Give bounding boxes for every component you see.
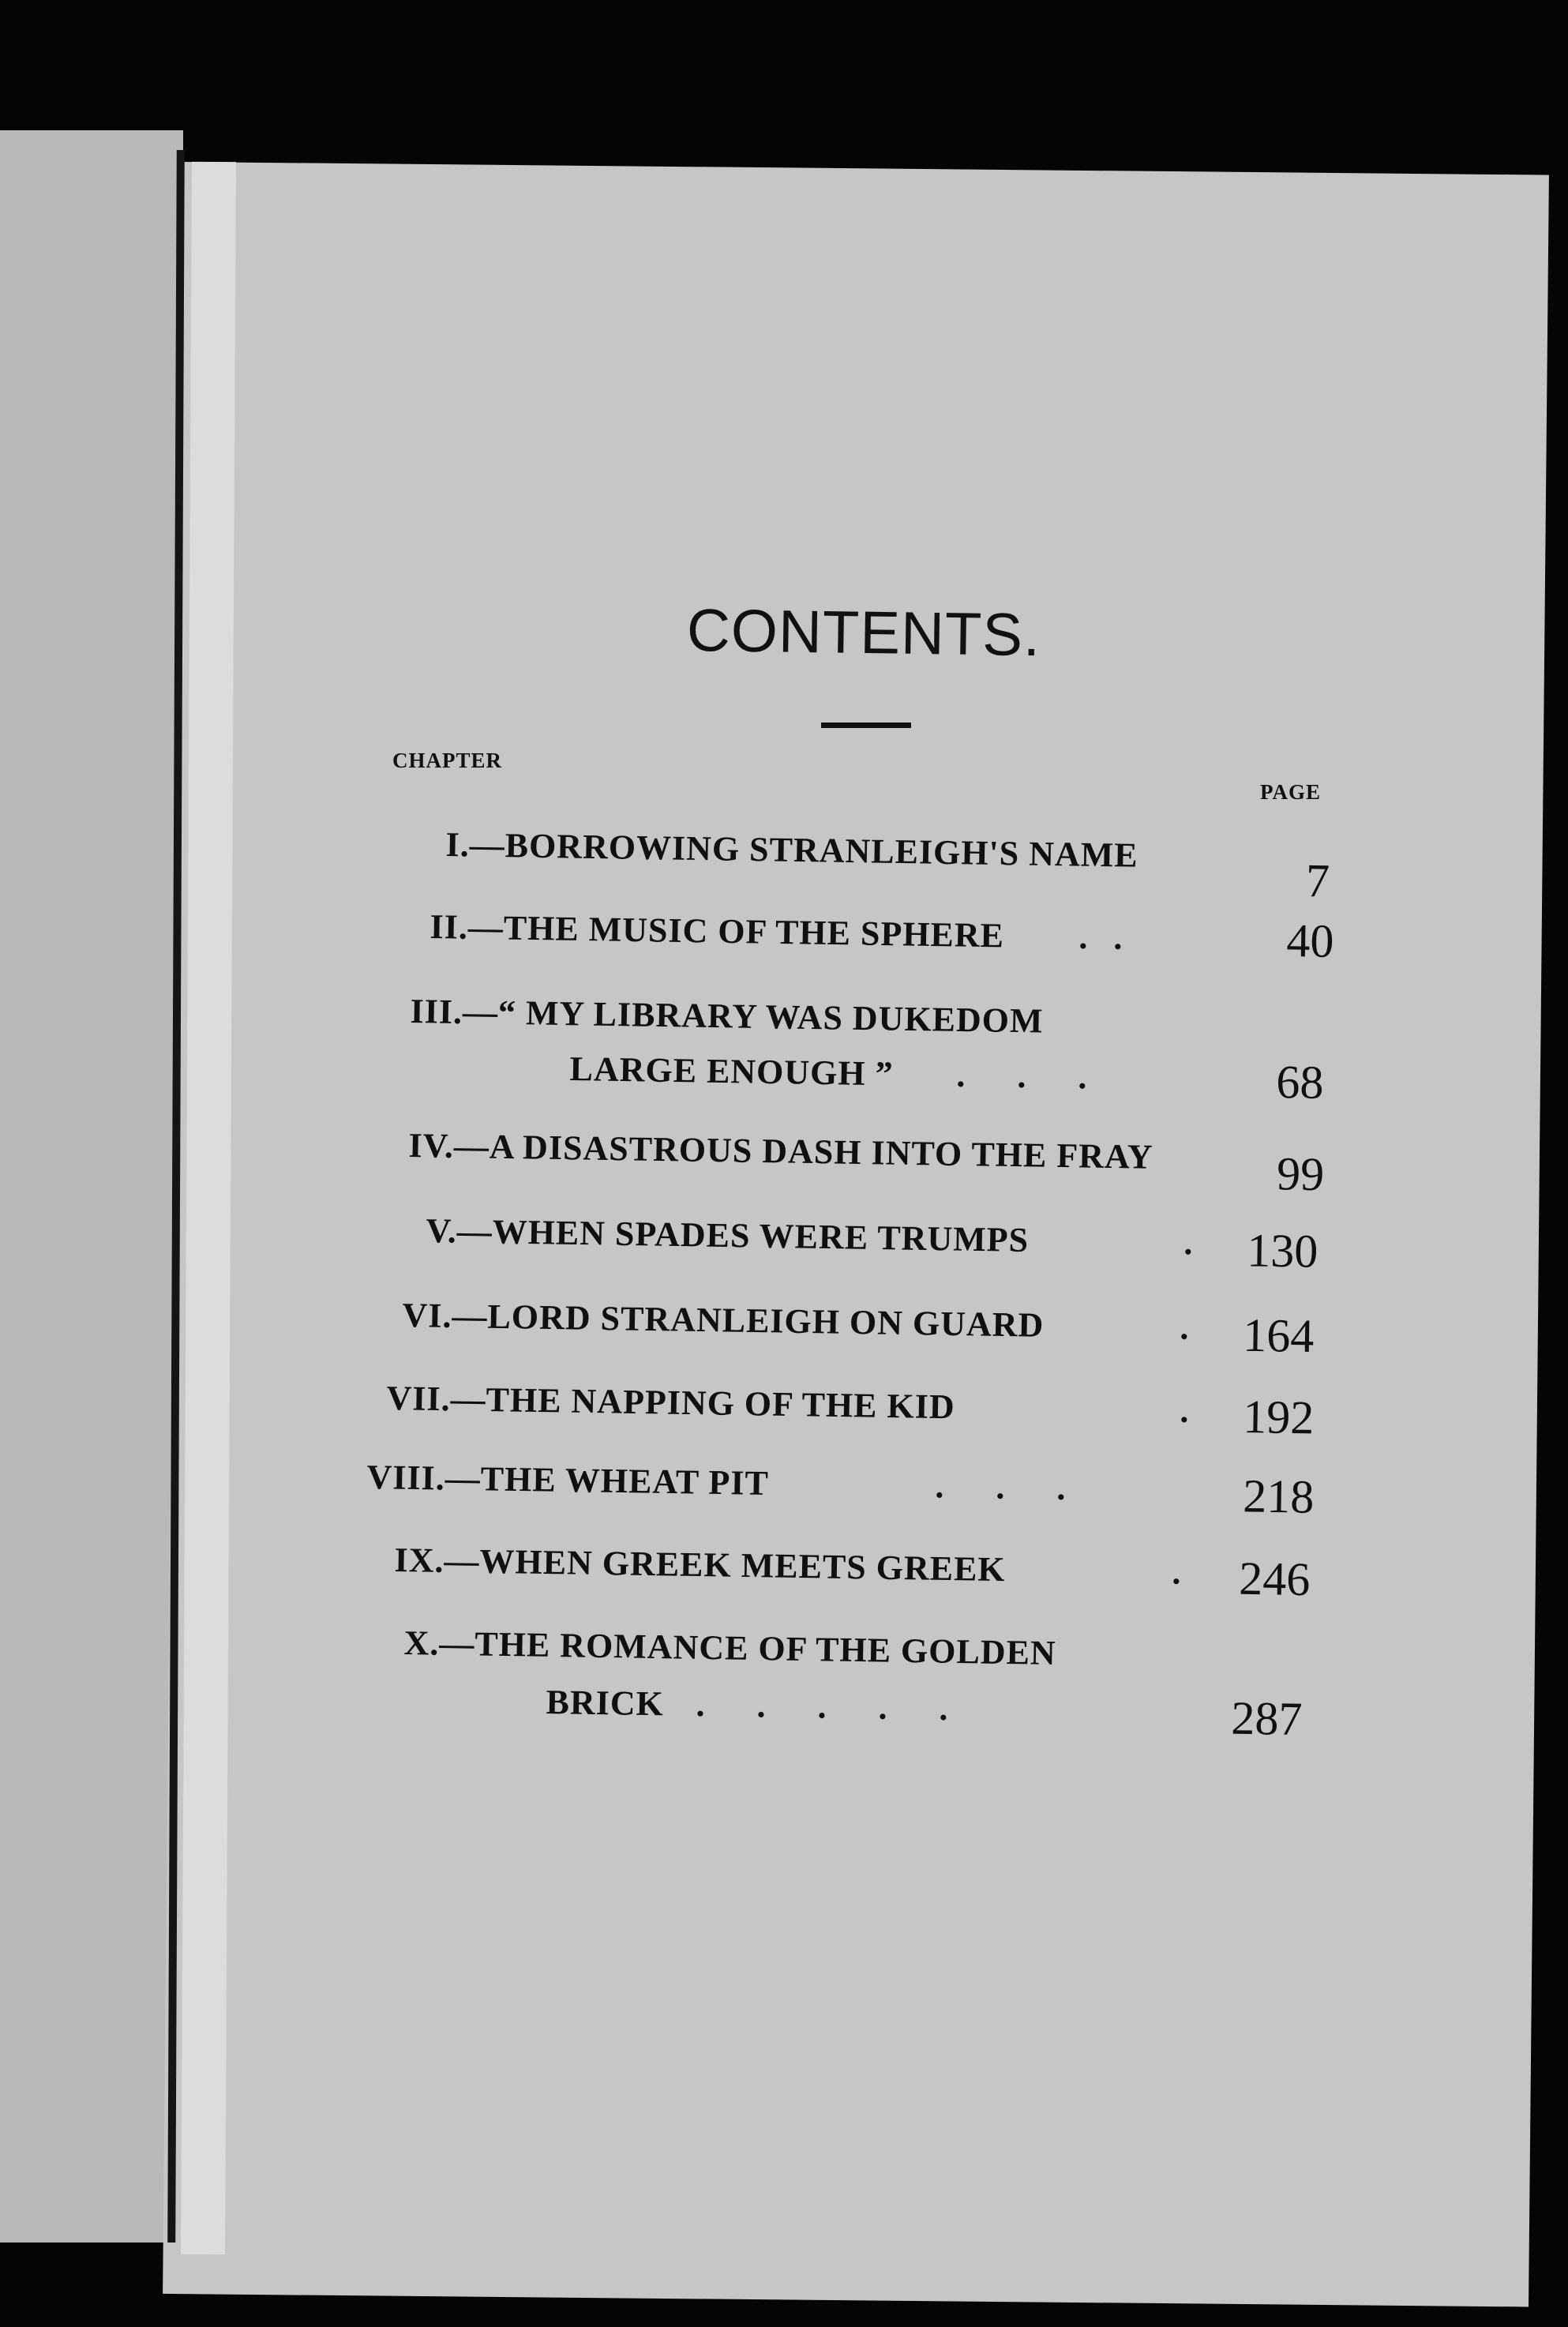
- page-number: 164: [1242, 1308, 1315, 1363]
- heading-rule: [821, 722, 911, 728]
- contents-heading: CONTENTS.: [686, 596, 1041, 670]
- leader-dots: .: [1172, 1552, 1181, 1592]
- chapter-title: III.—“ MY LIBRARY WAS DUKEDOM: [410, 991, 1044, 1041]
- page-number: 130: [1246, 1224, 1319, 1278]
- chapter-column-label: CHAPTER: [392, 749, 503, 772]
- chapter-title: VII.—THE NAPPING OF THE KID: [386, 1378, 955, 1427]
- leader-dots: .: [1180, 1391, 1189, 1430]
- page-number: 68: [1275, 1056, 1324, 1109]
- page-number: 7: [1305, 854, 1330, 907]
- page-column-label: PAGE: [1260, 780, 1321, 804]
- chapter-title: V.—WHEN SPADES WERE TRUMPS: [426, 1210, 1030, 1259]
- page-number: 192: [1242, 1391, 1315, 1444]
- leader-dots: .: [1184, 1223, 1193, 1263]
- chapter-title: I.—BORROWING STRANLEIGH'S NAME: [445, 824, 1139, 875]
- page-number: 287: [1230, 1691, 1303, 1746]
- leader-dots: . . .: [935, 1466, 1066, 1507]
- chapter-title: IX.—WHEN GREEK MEETS GREEK: [394, 1540, 1007, 1589]
- chapter-title: X.—THE ROMANCE OF THE GOLDEN: [403, 1623, 1057, 1672]
- chapter-title: IV.—A DISASTROUS DASH INTO THE FRAY: [408, 1125, 1153, 1177]
- leader-dots: . . .: [956, 1055, 1087, 1097]
- chapter-title: VIII.—THE WHEAT PIT: [366, 1457, 770, 1503]
- leader-dots: . .: [1078, 917, 1123, 957]
- chapter-title: VI.—LORD STRANLEIGH ON GUARD: [402, 1295, 1045, 1345]
- page-number: 40: [1285, 914, 1334, 967]
- page-number: 99: [1276, 1147, 1325, 1201]
- chapter-title-continued: BRICK: [546, 1682, 665, 1724]
- page-number: 246: [1238, 1552, 1311, 1606]
- chapter-title-continued: LARGE ENOUGH ”: [569, 1049, 894, 1094]
- leader-dots: .: [1180, 1308, 1189, 1347]
- left-page-edge: [0, 130, 183, 2243]
- page-number: 218: [1242, 1469, 1315, 1523]
- leader-dots: . . . . .: [696, 1684, 948, 1728]
- chapter-title: II.—THE MUSIC OF THE SPHERE: [430, 906, 1005, 955]
